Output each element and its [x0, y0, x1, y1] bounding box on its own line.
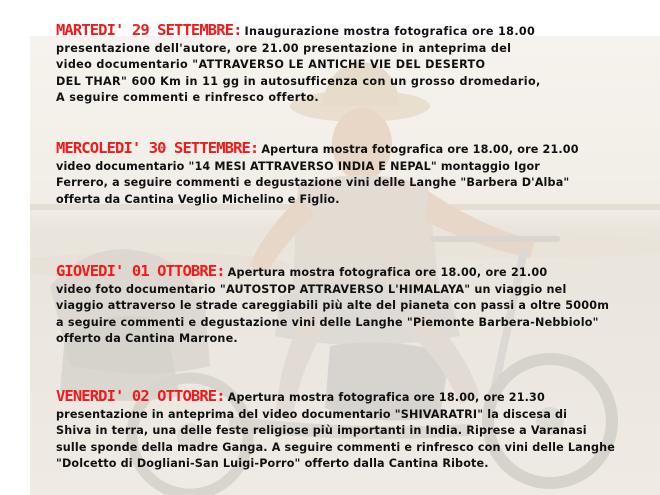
- event-text-line: a seguire commenti e degustazione vini delle Langhe "Piemonte Barbera-Nebbiolo": [56, 315, 599, 329]
- photo-handlebar: [430, 236, 560, 242]
- event-heading: MARTEDI' 29 SETTEMBRE:: [56, 21, 242, 39]
- event-text-line: presentazione in anteprima del video documentario "SHIVARATRI" la discesa di: [56, 407, 568, 421]
- event-text-line: viaggio attraverso le strade careggiabili più alte del pianeta con passi a oltre 5000m: [56, 299, 610, 312]
- event-heading: VENERDI' 02 OTTOBRE:: [56, 387, 225, 405]
- event-tuesday: [56, 22, 656, 107]
- event-text-line: Shiva in terra, una delle feste religiose più importanti in India. Riprese a Varanasi: [56, 424, 587, 437]
- event-text-line: offerta da Cantina Veglio Michelino e Figlio.: [56, 192, 340, 206]
- event-first-line: [56, 22, 656, 41]
- event-thursday: [56, 263, 656, 348]
- event-text-line: "Dolcetto di Dogliani-San Luigi-Porro" offerto dalla Cantina Ribote.: [56, 457, 489, 470]
- event-intro: Inaugurazione mostra fotografica ore 18.00: [244, 25, 536, 38]
- event-text-line: sulle sponde della madre Ganga. A seguire commenti e rinfresco con vini delle Langhe: [56, 440, 615, 454]
- event-heading: MERCOLEDI' 30 SETTEMBRE:: [56, 139, 259, 157]
- event-text-line: presentazione dell'autore, ore 21.00 presentazione in anteprima del: [56, 41, 512, 55]
- event-heading: GIOVEDI' 01 OTTOBRE:: [56, 262, 225, 280]
- event-text-line: video foto documentario "AUTOSTOP ATTRAVERSO L'HIMALAYA" un viaggio nel: [56, 282, 567, 296]
- event-intro: Apertura mostra fotografica ore 18.00, ore 21.00: [227, 266, 548, 279]
- event-text-line: DEL THAR" 600 Km in 11 gg in autosufficenza con un grosso dromedario,: [56, 74, 541, 88]
- event-first-line: [56, 140, 656, 159]
- event-text-line: Ferrero, a seguire commenti e degustazione vini delle Langhe "Barbera D'Alba": [56, 176, 570, 189]
- event-text-line: video documentario "14 MESI ATTRAVERSO INDIA E NEPAL" montaggio Igor: [56, 159, 540, 173]
- event-text-line: offerto da Cantina Marrone.: [56, 332, 238, 345]
- event-first-line: [56, 263, 656, 282]
- event-text-line: A seguire commenti e rinfresco offerto.: [56, 91, 319, 104]
- event-first-line: [56, 388, 656, 407]
- event-text-line: video documentario "ATTRAVERSO LE ANTICHE VIE DEL DESERTO: [56, 58, 486, 71]
- event-intro: Apertura mostra fotografica ore 18.00, ore 21.00: [261, 143, 579, 156]
- event-friday: [56, 388, 656, 473]
- event-intro: Apertura mostra fotografica ore 18.00, ore 21.30: [227, 391, 545, 404]
- event-wednesday: [56, 140, 656, 208]
